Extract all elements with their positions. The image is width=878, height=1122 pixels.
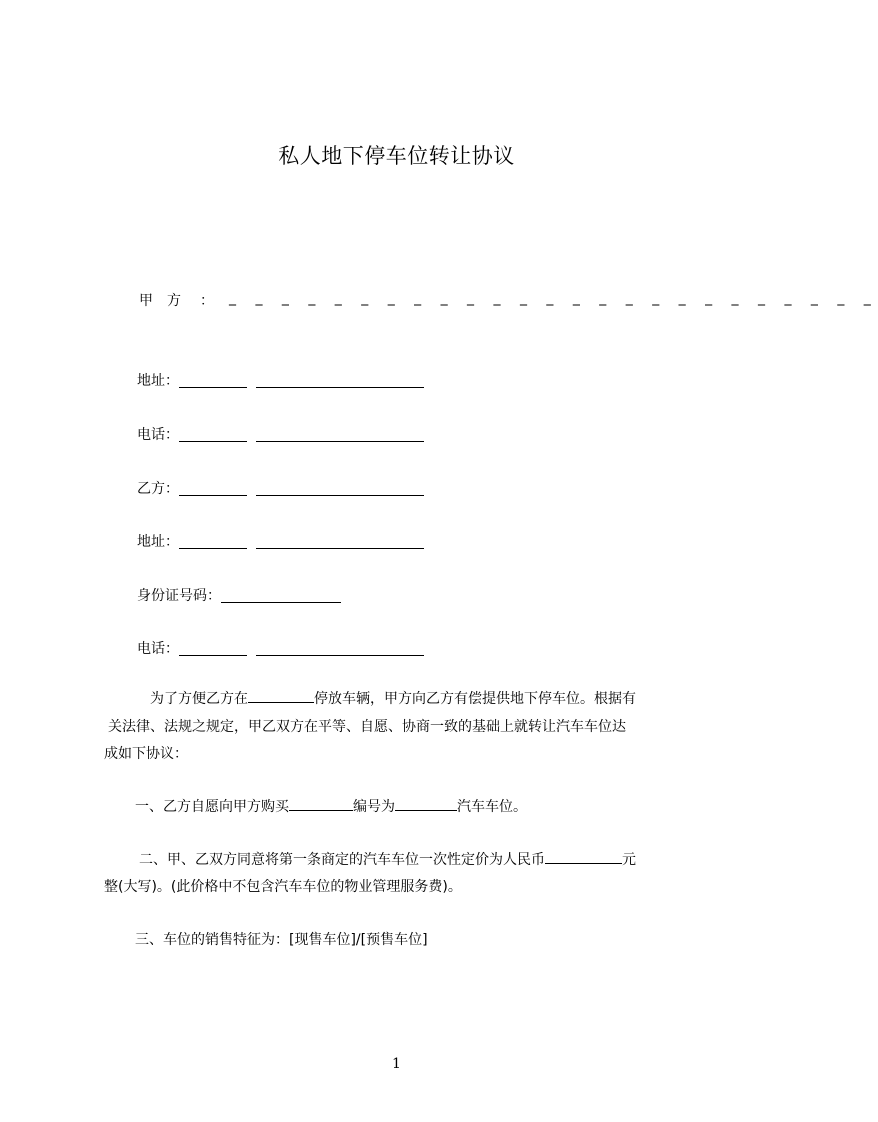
blank-line (545, 849, 622, 864)
blank-line (179, 532, 247, 549)
party-b-id-field (137, 585, 341, 607)
blank-line (256, 371, 424, 388)
intro-text: 停放车辆，甲方向乙方有偿提供地下停车位。根据有 (314, 691, 636, 707)
party-b-phone-field (137, 638, 424, 660)
blank-line (221, 586, 341, 603)
party-a-colon: ： (200, 293, 214, 309)
intro-line-1 (150, 686, 636, 713)
clause-text: 编号为 (353, 799, 395, 815)
clause-text: 元 (622, 852, 636, 868)
clause-2-line-2: 整(大写)。(此价格中不包含汽车车位的物业管理服务费)。 (104, 879, 462, 895)
blank-line (179, 371, 247, 388)
page-number: 1 (392, 1056, 401, 1072)
blank-line (256, 639, 424, 656)
blank-line (179, 639, 247, 656)
field-label: 电话： (137, 641, 179, 657)
clause-2-line-1 (139, 847, 636, 874)
party-a-blank: _ _ _ _ _ _ _ _ _ _ _ _ _ _ _ _ _ _ _ _ _ _ _ _ _ (229, 290, 878, 306)
blank-line (395, 796, 457, 811)
clause-text: 一、乙方自愿向甲方购买 (135, 799, 289, 815)
blank-line (179, 479, 247, 496)
field-label: 乙方： (137, 481, 179, 497)
clause-3: 三、车位的销售特征为：[现售车位]/[预售车位] (135, 932, 428, 948)
party-a-label: 甲方 (139, 293, 195, 309)
field-label: 电话： (137, 427, 179, 443)
blank-line (256, 479, 424, 496)
blank-line (179, 425, 247, 442)
intro-line-3: 成如下协议： (104, 746, 188, 762)
clause-1 (135, 794, 527, 821)
party-a-phone-field (137, 424, 424, 446)
blank-line (256, 425, 424, 442)
page-title: 私人地下停车位转让协议 (278, 144, 515, 168)
party-b-field (137, 478, 424, 500)
clause-text: 二、甲、乙双方同意将第一条商定的汽车车位一次性定价为人民币 (139, 852, 545, 868)
party-a-row (139, 290, 878, 314)
party-a-address-field (137, 370, 424, 392)
blank-line (256, 532, 424, 549)
blank-line (289, 796, 353, 811)
field-label: 身份证号码： (137, 588, 221, 604)
intro-text: 为了方便乙方在 (150, 691, 248, 707)
field-label: 地址： (137, 534, 179, 550)
party-b-address-field (137, 531, 424, 553)
clause-text: 汽车车位。 (457, 799, 527, 815)
intro-line-2: 关法律、法规之规定，甲乙双方在平等、自愿、协商一致的基础上就转让汽车车位达 (108, 719, 626, 735)
blank-line (248, 688, 314, 703)
field-label: 地址： (137, 373, 179, 389)
